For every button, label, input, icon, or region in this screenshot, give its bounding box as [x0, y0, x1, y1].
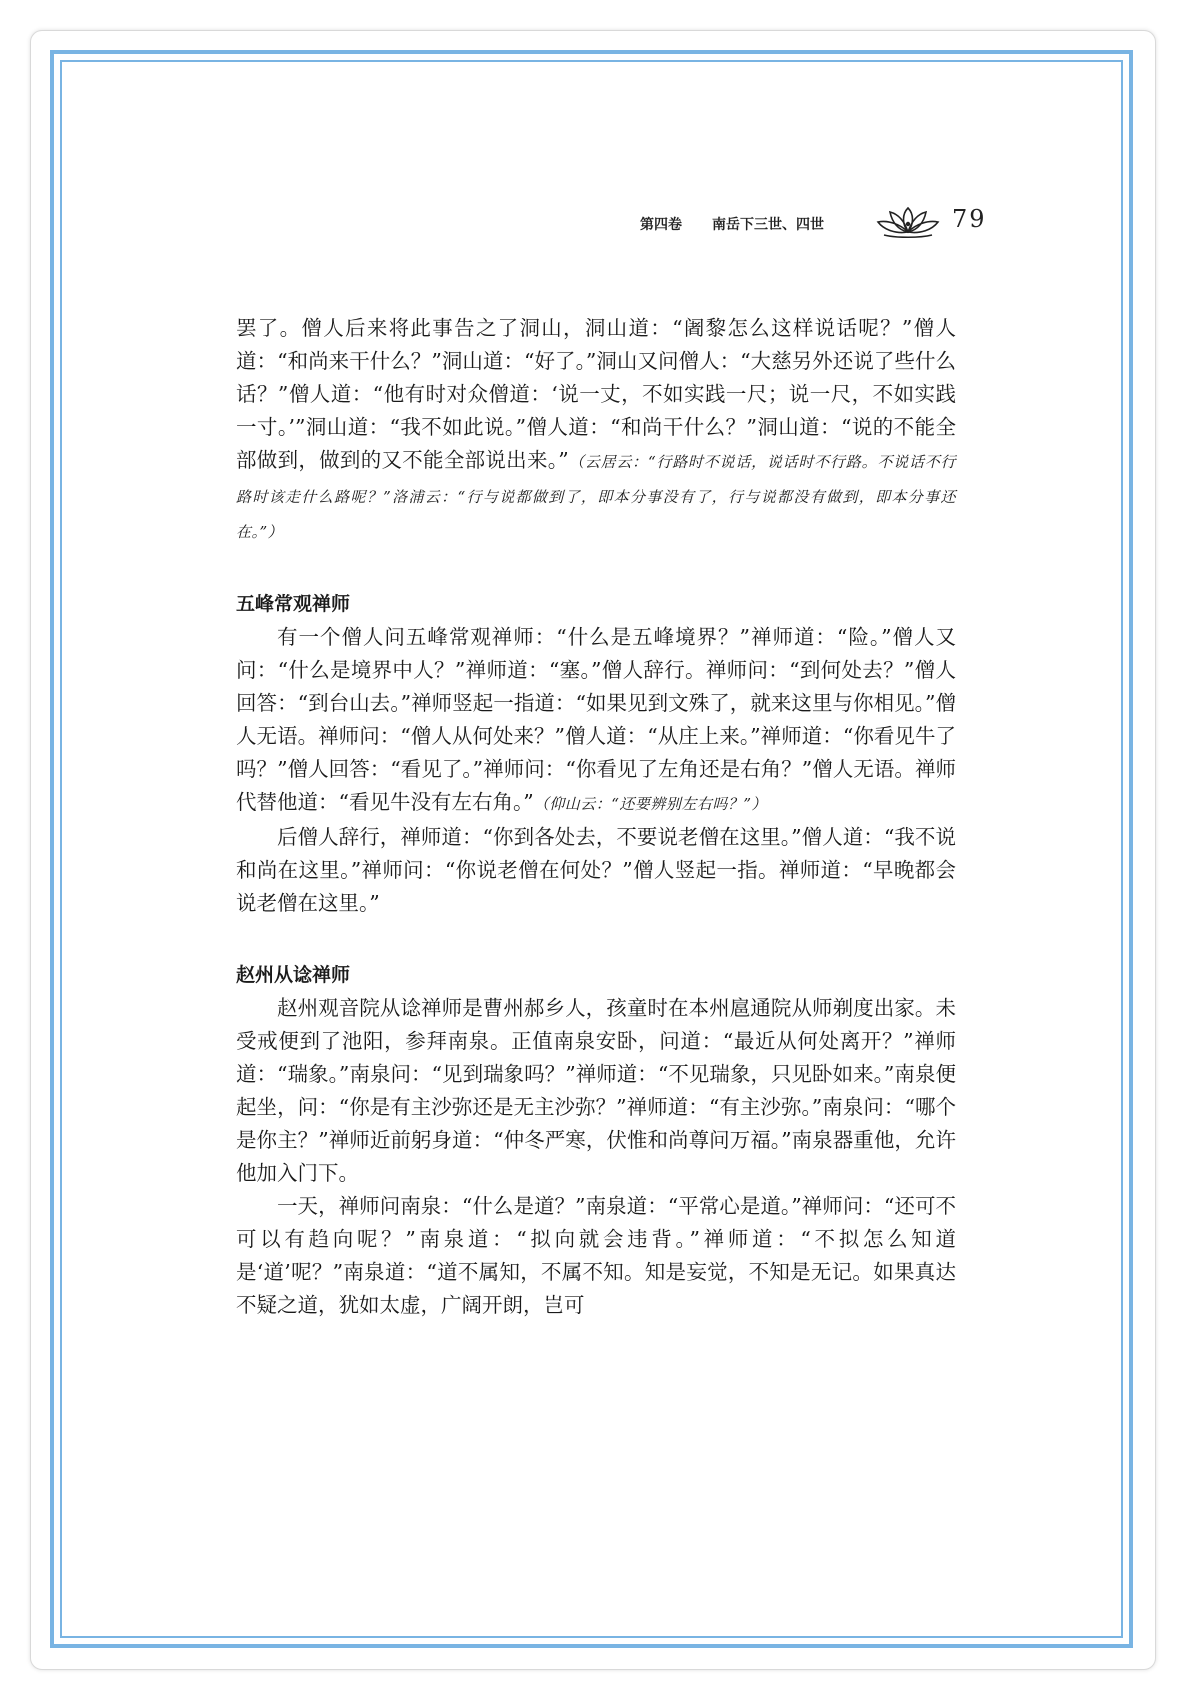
spacer [236, 920, 956, 959]
paragraph-continued [236, 312, 956, 549]
paragraph: 后僧人辞行，禅师道：“你到各处去，不要说老僧在这里。”僧人道：“我不说和尚在这里。”禅师问：“你说老僧在何处？”僧人竖起一指。禅师道：“早晚都会说老僧在这里。” [236, 825, 956, 915]
chapter-label: 第四卷 [640, 217, 682, 233]
paragraph-text: 罢了。僧人后来将此事告之了洞山，洞山道：“阇黎怎么这样说话呢？”僧人道：“和尚来干什么？”洞山道：“好了。”洞山又问僧人：“大慈另外还说了些什么话？”僧人道：“他有时对众僧道：‘说一丈，不如实践一尺；说一尺，不如实践一寸。’”洞山道：“我不如此说。”僧人道：“和尚干什么？”洞山道：“说的不能全部做到，做到的又不能全部说出来。” [236, 316, 956, 472]
book-page [62, 62, 1121, 1636]
section-heading: 赵州从谂禅师 [236, 964, 351, 986]
running-head [62, 202, 1121, 242]
section-heading: 五峰常观禅师 [236, 593, 351, 615]
paragraph: 赵州观音院从谂禅师是曹州郝乡人，孩童时在本州扈通院从师剃度出家。未受戒便到了池阳，参拜南泉。正值南泉安卧，问道：“最近从何处离开？”禅师道：“瑞象。”南泉问：“见到瑞象吗？”禅师道：“不见瑞象，只见卧如来。”南泉便起坐，问：“你是有主沙弥还是无主沙弥？”禅师道：“有主沙弥。”南泉问：“哪个是你主？”禅师近前躬身道：“仲冬严寒，伏惟和尚尊问万福。”南泉器重他，允许他加入门下。 [236, 996, 956, 1185]
commentary-note: （云居云：“行路时不说话，说话时不行路。不说话不行路时该走什么路呢？”洛浦云：“行与说都做到了，即本分事没有了，行与说都没有做到，即本分事还在。”） [236, 453, 957, 541]
spacer [236, 549, 956, 588]
body-text [236, 312, 956, 1322]
lotus-icon [874, 202, 942, 244]
commentary-note: （仰山云：“还要辨别左右吗？”） [533, 795, 768, 813]
paragraph-text: 有一个僧人问五峰常观禅师：“什么是五峰境界？”禅师道：“险。”僧人又问：“什么是境界中人？”禅师道：“塞。”僧人辞行。禅师问：“到何处去？”僧人回答：“到台山去。”禅师竖起一指道：“如果见到文殊了，就来这里与你相见。”僧人无语。禅师问：“僧人从何处来？”僧人道：“从庄上来。”禅师道：“你看见牛了吗？”僧人回答：“看见了。”禅师问：“你看见了左角还是右角？”僧人无语。禅师代替他道：“看见牛没有左右角。” [236, 625, 956, 814]
section-label: 南岳下三世、四世 [712, 217, 824, 233]
paragraph: 一天，禅师问南泉：“什么是道？”南泉道：“平常心是道。”禅师问：“还可不可以有趋向呢？”南泉道：“拟向就会违背。”禅师道：“不拟怎么知道是‘道’呢？”南泉道：“道不属知，不属不知。知是妄觉，不知是无记。如果真达不疑之道，犹如太虚，广阔开朗，岂可 [236, 1194, 956, 1317]
page-number: 79 [952, 205, 987, 233]
paragraph [236, 621, 956, 821]
